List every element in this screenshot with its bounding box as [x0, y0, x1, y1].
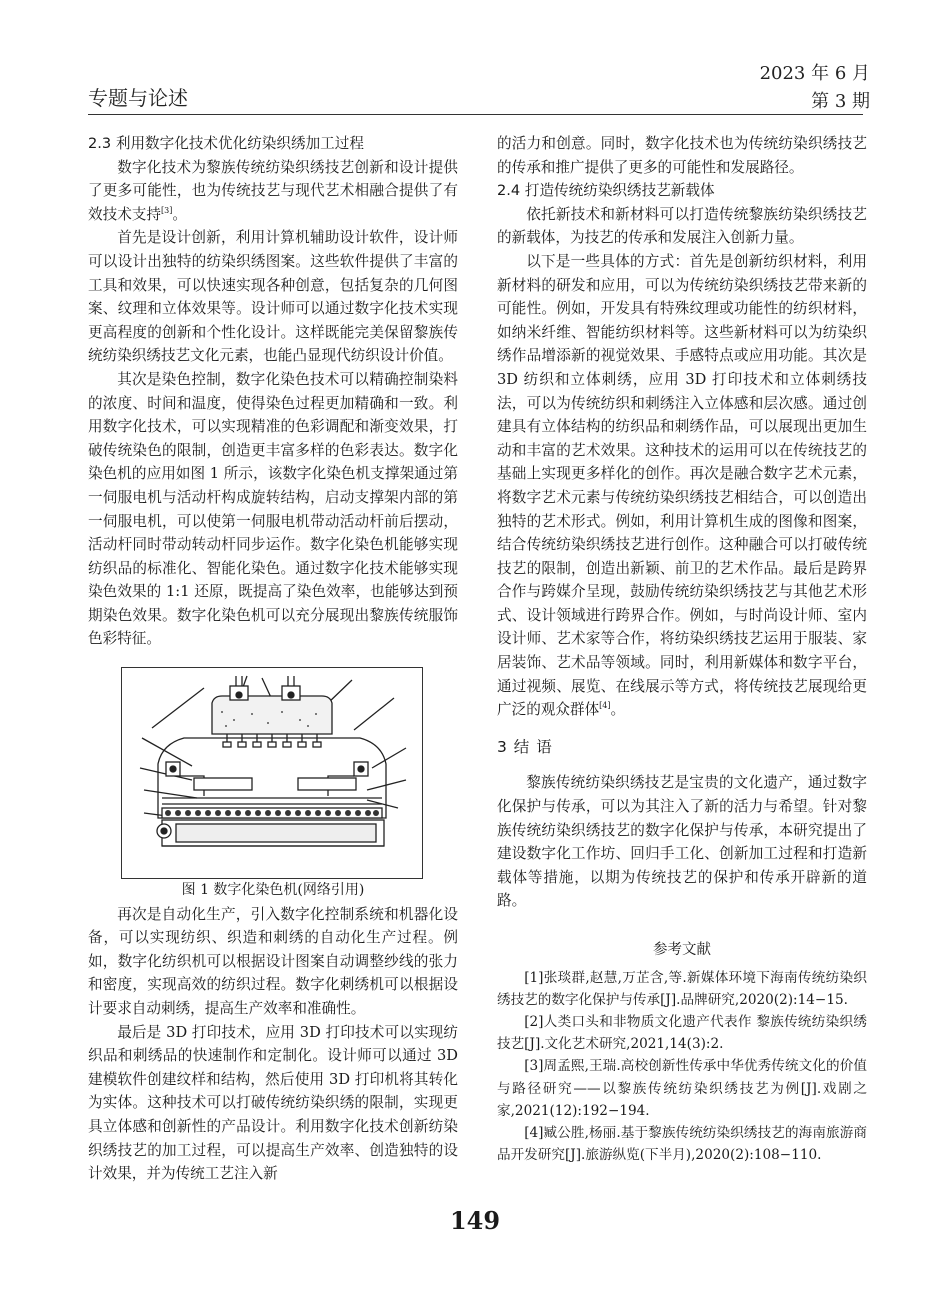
figure-dyeing-machine [121, 667, 423, 879]
paragraph: 其次是染色控制，数字化染色技术可以精确控制染料的浓度、时间和温度，使得染色过程更加精确和一致。利用数字化技术，可以实现精准的色彩调配和渐变效果，打破传统染色的限制，创造更丰富多样的色彩表达。数字化染色机的应用如图 1 所示，该数字化染色机支撑架通过第一伺服电机与活动杆构成旋转结构，启动支撑架内部的第一伺服电机，可以使第一伺服电机带动活动杆前后摆动，活动杆同时带动转动杆同步运作。数字化染色机能够实现纺织品的标准化、智能化染色。通过数字化技术能够实现染色效果的 1:1 还原，既提高了染色效率，也能够达到预期染色效果。数字化染色机可以充分展现出黎族传统服饰色彩特征。 [88, 370, 458, 648]
citation[interactable]: [4] [599, 701, 611, 711]
section-heading-3: 3 结 语 [497, 737, 553, 756]
header-rule [88, 114, 863, 115]
reference-item: [2]人类口头和非物质文化遗产代表作 黎族传统纺染织绣技艺[J].文化艺术研究,2021,14(3):2. [497, 1014, 867, 1053]
paragraph: 数字化技术为黎族传统纺染织绣技艺创新和设计提供了更多可能性，也为传统技艺与现代艺术相融合提供了有效技术支持[3]。 [88, 158, 458, 223]
section-heading-2-3: 2.3 利用数字化技术优化纺染织绣加工过程 [88, 135, 364, 152]
reference-item: [1]张琰群,赵慧,万芷含,等.新媒体环境下海南传统纺染织绣技艺的数字化保护与传承[J].品牌研究,2020(2):14−15. [497, 969, 867, 1008]
paragraph-continued: 的活力和创意。同时，数字化技术也为传统纺染织绣技艺的传承和推广提供了更多的可能性和发展路径。 [497, 135, 867, 176]
reference-item: [3]周孟熙,王瑞.高校创新性传承中华优秀传统文化的价值与路径研究——以黎族传统纺染织绣技艺为例[J].戏剧之家,2021(12):192−194. [497, 1058, 867, 1119]
citation[interactable]: [3] [160, 205, 173, 215]
paragraph: 首先是设计创新，利用计算机辅助设计软件，设计师可以设计出独特的纺染织绣图案。这些软件提供了丰富的工具和效果，可以快速实现各种创意，包括复杂的几何图案、纹理和立体效果等。设计师可以通过数字化技术实现更高程度的创新和个性化设计。这样既能完美保留黎族传统纺染织绣技艺文化元素，也能凸显现代纺织设计价值。 [88, 229, 458, 365]
figure-caption: 图 1 数字化染色机(网络引用) [181, 882, 365, 899]
issue-number: 第 3 期 [811, 91, 870, 112]
reference-item: [4]臧公胜,杨丽.基于黎族传统纺染织绣技艺的海南旅游商品开发研究[J].旅游纵览(下半月),2020(2):108−110. [497, 1125, 867, 1164]
left-column [88, 132, 458, 1186]
page-number: 149 [449, 1206, 501, 1235]
paragraph: 以下是一些具体的方式：首先是创新纺织材料，利用新材料的研发和应用，可以为传统纺染织绣技艺带来新的可能性。例如，开发具有特殊纹理或功能性的纺织材料，如纳米纤维、智能纺织材料等。这些新材料可以为纺染织绣作品增添新的视觉效果、手感特点或应用功能。其次是 3D 纺织和立体刺绣，应用 3D 打印技术和立体刺绣技法，可以为传统纺织和刺绣注入立体感和层次感。通过创建具有立体结构的纺织品和刺绣作品，可以展现出更加生动和丰富的艺术效果。这种技术的运用可以在传统技艺的基础上实现更多样化的创作。再次是融合数字艺术元素，将数字艺术元素与传统纺染织绣技艺相结合，可以创造出独特的艺术形式。例如，利用计算机生成的图像和图案，结合传统纺染织绣技艺进行创作。这种融合可以打破传统技艺的限制，创造出新颖、前卫的艺术作品。最后是跨界合作与跨媒介呈现，鼓励传统纺染织绣技艺与其他艺术形式、设计领域进行跨界合作。例如，与时尚设计师、室内设计师、艺术家等合作，将纺染织绣技艺运用于服装、家居装饰、艺术品等领域。同时，利用新媒体和数字平台，通过视频、展览、在线展示等方式，将传统技艺展现给更广泛的观众群体[4]。 [497, 252, 867, 719]
paragraph: 依托新技术和新材料可以打造传统黎族纺染织绣技艺的新载体，为技艺的传承和发展注入创新力量。 [497, 205, 867, 247]
issue-info [740, 60, 870, 116]
issue-date: 2023 年 6 月 [759, 63, 870, 84]
paragraph: 最后是 3D 打印技术，应用 3D 打印技术可以实现纺织品和刺绣品的快速制作和定制化。设计师可以通过 3D 建模软件创建纹样和结构，然后使用 3D 打印机将其转化为实体。这种技术可以打破传统纺染织绣的限制，实现更具立体感和创新性的产品设计。利用数字化技术创新纺染织绣技艺的加工过程，可以提高生产效率、创造独特的设计效果，并为传统工艺注入新 [88, 1023, 458, 1183]
dyeing-machine-illustration [122, 668, 422, 878]
journal-section-title: 专题与论述 [88, 86, 188, 110]
paragraph: 再次是自动化生产，引入数字化控制系统和机器化设备，可以实现纺织、织造和刺绣的自动化生产过程。例如，数字化纺织机可以根据设计图案自动调整纱线的张力和密度，实现高效的纺织过程。数字化刺绣机可以根据设计要求自动刺绣，提高生产效率和准确性。 [88, 905, 458, 1018]
paragraph: 黎族传统纺染织绣技艺是宝贵的文化遗产，通过数字化保护与传承，可以为其注入了新的活力与希望。针对黎族传统纺染织绣技艺的数字化保护与传承，本研究提出了建设数字化工作坊、回归手工化、创新加工过程和打造新载体等措施，以期为传统技艺的保护和传承开辟新的道路。 [497, 774, 867, 910]
right-column [497, 132, 867, 1166]
references-title: 参考文献 [653, 942, 711, 958]
section-heading-2-4: 2.4 打造传统纺染织绣技艺新载体 [497, 182, 715, 200]
